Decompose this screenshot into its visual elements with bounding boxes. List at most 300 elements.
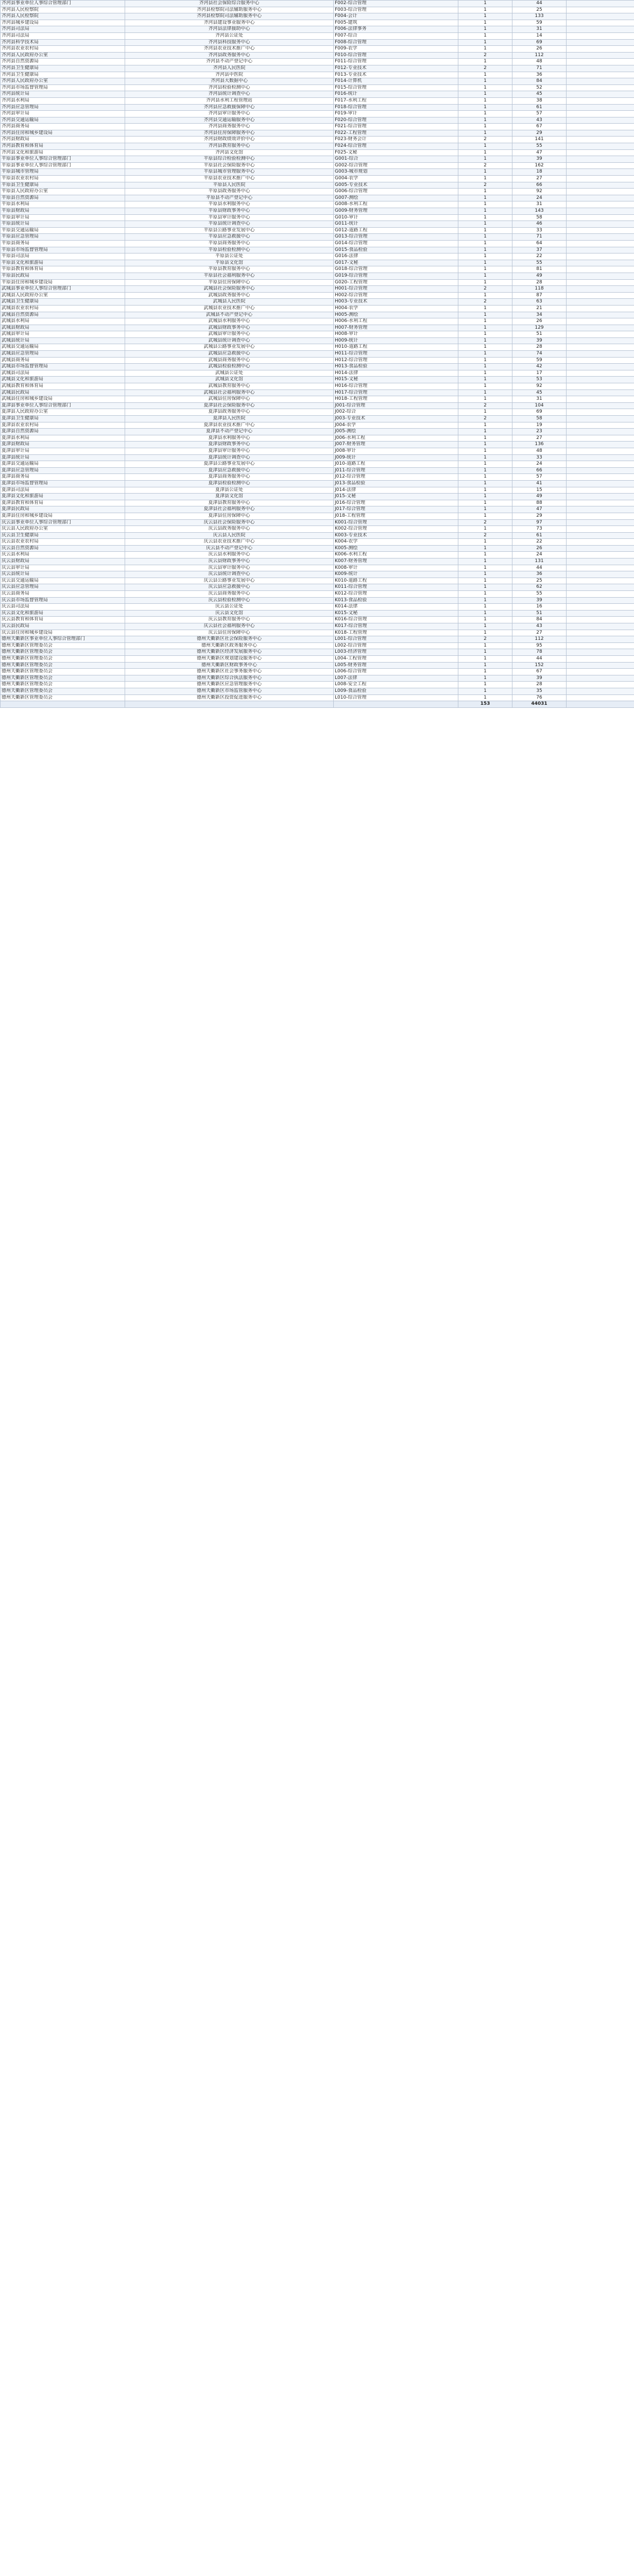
quota-cell: 1 [458,39,512,46]
extra-cell [567,344,634,351]
extra-cell [567,383,634,390]
extra-cell [567,91,634,98]
quota-cell: 1 [458,240,512,247]
unit-cell: 平原县城市管理服务中心 [125,169,334,176]
unit-cell: 平原县社会保险服务中心 [125,162,334,169]
dept-cell: 齐河县交通运输局 [1,117,125,124]
extra-cell [567,513,634,519]
extra-cell [567,189,634,195]
quota-cell: 1 [458,189,512,195]
table-row [1,292,634,299]
extra-cell [567,201,634,208]
table-row [1,312,634,318]
applicants-cell: 58 [512,416,567,422]
quota-cell: 1 [458,143,512,150]
position-cell: J007-财务管理 [334,442,458,448]
applicants-cell: 55 [512,143,567,150]
unit-cell: 齐河县大数据中心 [125,78,334,85]
dept-cell: 武城县人民政府办公室 [1,292,125,299]
extra-cell [567,506,634,513]
table-row [1,682,634,688]
position-cell: F015-综合管理 [334,84,458,91]
position-cell: K006-水利工程 [334,552,458,558]
quota-cell: 1 [458,149,512,156]
table-row [1,221,634,228]
unit-cell: 武城县社会福利服务中心 [125,389,334,396]
extra-cell [567,221,634,228]
position-cell: G018-综合管理 [334,266,458,273]
quota-cell: 1 [458,351,512,358]
unit-cell: 夏津县社会福利服务中心 [125,506,334,513]
position-cell: K011-综合管理 [334,584,458,591]
applicants-cell: 14 [512,32,567,39]
extra-cell [567,46,634,53]
unit-cell: 平原县人民医院 [125,182,334,189]
recruitment-table [0,0,634,708]
position-cell: G003-城市规划 [334,169,458,176]
quota-cell: 1 [458,487,512,494]
applicants-cell: 34 [512,312,567,318]
unit-cell: 平原县检验检测中心 [125,247,334,253]
unit-cell: 武城县应急救援中心 [125,351,334,358]
quota-cell: 1 [458,234,512,241]
extra-cell [567,435,634,442]
table-row [1,435,634,442]
position-cell: K013-食品检验 [334,597,458,604]
table-row [1,617,634,623]
applicants-cell: 49 [512,273,567,279]
unit-cell: 庆云县检验检测中心 [125,597,334,604]
dept-cell: 齐河县事业单位人事综合管理部门 [1,1,125,7]
position-cell: J005-测绘 [334,429,458,435]
quota-cell: 1 [458,389,512,396]
applicants-cell: 141 [512,137,567,143]
quota-cell: 1 [458,292,512,299]
table-row [1,32,634,39]
position-cell: K003-专业技术 [334,532,458,539]
quota-cell: 2 [458,286,512,293]
position-cell: J017-综合管理 [334,506,458,513]
applicants-cell: 45 [512,389,567,396]
extra-cell [567,234,634,241]
position-cell: G019-综合管理 [334,273,458,279]
position-cell: H016-综合管理 [334,383,458,390]
unit-cell: 德州天衢新区规划建设服务中心 [125,655,334,662]
applicants-cell: 26 [512,318,567,325]
applicants-cell: 24 [512,195,567,201]
table-row [1,389,634,396]
table-row [1,97,634,104]
applicants-cell: 27 [512,435,567,442]
applicants-cell: 143 [512,208,567,215]
extra-cell [567,59,634,65]
applicants-cell: 57 [512,111,567,117]
table-row [1,162,634,169]
table-row [1,370,634,377]
unit-cell: 齐河县检察院司法辅助服务中心 [125,7,334,13]
position-cell: L005-财务管理 [334,662,458,669]
dept-cell: 夏津县应急管理局 [1,467,125,474]
total-row [1,701,634,708]
extra-cell [567,519,634,526]
applicants-cell: 84 [512,78,567,85]
extra-cell [567,642,634,649]
table-row [1,260,634,266]
extra-cell [567,124,634,130]
table-row [1,325,634,331]
extra-cell [567,604,634,611]
dept-cell: 夏津县农业农村局 [1,422,125,429]
unit-cell: 齐河县科技服务中心 [125,39,334,46]
position-cell: J016-综合管理 [334,500,458,506]
position-cell: F011-综合管理 [334,59,458,65]
table-row [1,552,634,558]
extra-cell [567,52,634,59]
position-cell: K012-综合管理 [334,591,458,598]
extra-cell [567,597,634,604]
applicants-cell: 76 [512,694,567,701]
applicants-cell: 47 [512,506,567,513]
table-row [1,72,634,78]
extra-cell [567,623,634,630]
dept-cell: 齐河县人民政府办公室 [1,52,125,59]
position-cell: F020-综合管理 [334,117,458,124]
dept-cell: 平原县财政局 [1,208,125,215]
quota-cell: 1 [458,500,512,506]
unit-cell: 庆云县不动产登记中心 [125,545,334,552]
unit-cell: 夏津县住房保障中心 [125,513,334,519]
table-row [1,214,634,221]
position-cell: F007-综合 [334,32,458,39]
quota-cell: 1 [458,221,512,228]
position-cell: F021-综合管理 [334,124,458,130]
applicants-cell: 55 [512,260,567,266]
table-row [1,383,634,390]
unit-cell: 夏津县人民医院 [125,416,334,422]
dept-cell: 夏津县审计局 [1,448,125,454]
applicants-cell: 31 [512,201,567,208]
applicants-cell: 59 [512,20,567,26]
extra-cell [567,104,634,111]
extra-cell [567,429,634,435]
applicants-cell: 136 [512,442,567,448]
table-row [1,669,634,675]
quota-cell: 1 [458,7,512,13]
dept-cell: 德州天衢新区事业单位人事综合管理部门 [1,636,125,643]
dept-cell: 武城县民政局 [1,389,125,396]
extra-cell [567,117,634,124]
table-row [1,351,634,358]
applicants-cell: 44 [512,655,567,662]
quota-cell: 1 [458,26,512,33]
dept-cell: 平原县卫生健康局 [1,182,125,189]
extra-cell [567,149,634,156]
dept-cell: 庆云县司法局 [1,604,125,611]
applicants-cell: 87 [512,292,567,299]
table-row [1,377,634,383]
unit-cell: 齐河县中医院 [125,72,334,78]
quota-cell: 1 [458,565,512,571]
quota-cell: 1 [458,325,512,331]
unit-cell: 德州天衢新区市场监管服务中心 [125,688,334,694]
table-row [1,409,634,416]
dept-cell: 平原县自然资源局 [1,195,125,201]
dept-cell: 庆云县事业单位人事综合管理部门 [1,519,125,526]
extra-cell [567,137,634,143]
position-cell: G009-财务管理 [334,208,458,215]
position-cell: H006-水利工程 [334,318,458,325]
unit-cell: 平原县社会福利服务中心 [125,273,334,279]
table-row [1,584,634,591]
position-cell: K015-文秘 [334,610,458,617]
unit-cell: 武城县检验检测中心 [125,364,334,370]
position-cell: F010-综合管理 [334,52,458,59]
dept-cell: 德州天衢新区管理委员会 [1,682,125,688]
dept-cell: 平原县文化和旅游局 [1,260,125,266]
table-row [1,176,634,182]
quota-cell: 1 [458,111,512,117]
position-cell: G006-综合管理 [334,189,458,195]
table-row [1,169,634,176]
dept-cell: 齐河县人民政府办公室 [1,78,125,85]
position-cell: L002-综合管理 [334,642,458,649]
table-row [1,526,634,533]
applicants-cell: 45 [512,91,567,98]
dept-cell: 平原县人民政府办公室 [1,189,125,195]
position-cell: F003-综合管理 [334,7,458,13]
extra-cell [567,337,634,344]
unit-cell: 平原县商务服务中心 [125,240,334,247]
table-row [1,513,634,519]
quota-cell: 1 [458,305,512,312]
quota-cell: 1 [458,130,512,137]
unit-cell: 夏津县公路事业发展中心 [125,461,334,468]
unit-cell: 夏津县社会保险服务中心 [125,402,334,409]
position-cell: J012-综合管理 [334,474,458,481]
applicants-cell: 112 [512,636,567,643]
position-cell: F006-法律事务 [334,26,458,33]
position-cell: J009-统计 [334,454,458,461]
table-row [1,578,634,584]
table-row [1,467,634,474]
position-cell: H011-综合管理 [334,351,458,358]
table-row [1,39,634,46]
unit-cell: 德州天衢新区社会保险服务中心 [125,636,334,643]
quota-cell: 1 [458,396,512,403]
dept-cell: 庆云县统计局 [1,571,125,578]
applicants-cell: 31 [512,396,567,403]
quota-cell: 1 [458,84,512,91]
extra-cell [567,591,634,598]
dept-cell: 武城县交通运输局 [1,344,125,351]
unit-cell: 夏津县不动产登记中心 [125,429,334,435]
extra-cell [567,39,634,46]
table-row [1,59,634,65]
applicants-cell: 27 [512,176,567,182]
table-row [1,604,634,611]
quota-cell: 1 [458,454,512,461]
applicants-cell: 15 [512,487,567,494]
unit-cell: 平原县财政事务中心 [125,208,334,215]
applicants-cell: 33 [512,454,567,461]
table-row [1,20,634,26]
extra-cell [567,156,634,163]
applicants-cell: 28 [512,344,567,351]
quota-cell: 1 [458,266,512,273]
quota-cell: 1 [458,655,512,662]
dept-cell: 平原县农业农村局 [1,176,125,182]
applicants-cell: 21 [512,305,567,312]
quota-cell: 1 [458,584,512,591]
unit-cell: 夏津县统计调查中心 [125,454,334,461]
extra-cell [567,13,634,20]
extra-cell [567,377,634,383]
dept-cell: 齐河县卫生健康局 [1,65,125,72]
table-row [1,84,634,91]
position-cell: L008-安全工程 [334,682,458,688]
table-row [1,331,634,338]
unit-cell: 夏津县检验检测中心 [125,480,334,487]
dept-cell: 夏津县人民政府办公室 [1,409,125,416]
position-cell: F023-财务会计 [334,137,458,143]
applicants-cell: 92 [512,189,567,195]
position-cell: K008-审计 [334,565,458,571]
applicants-cell: 23 [512,429,567,435]
position-cell: L007-法律 [334,675,458,682]
position-cell: J004-农学 [334,422,458,429]
table-row [1,591,634,598]
dept-cell: 夏津县司法局 [1,487,125,494]
dept-cell: 齐河县人民检察院 [1,7,125,13]
applicants-cell: 62 [512,584,567,591]
extra-cell [567,97,634,104]
position-cell: F005-建筑 [334,20,458,26]
position-cell: G005-专业技术 [334,182,458,189]
quota-cell: 1 [458,279,512,286]
table-row [1,558,634,565]
position-cell: H004-农学 [334,305,458,312]
applicants-cell: 27 [512,630,567,636]
table-row [1,461,634,468]
table-row [1,234,634,241]
position-cell: K007-财务管理 [334,558,458,565]
dept-cell: 武城县财政局 [1,325,125,331]
table-row [1,201,634,208]
applicants-cell: 84 [512,617,567,623]
position-cell: H008-审计 [334,331,458,338]
quota-cell: 1 [458,357,512,364]
applicants-cell: 46 [512,221,567,228]
table-row [1,253,634,260]
extra-cell [567,571,634,578]
table-row [1,52,634,59]
position-cell: G015-食品检验 [334,247,458,253]
table-row [1,532,634,539]
applicants-cell: 48 [512,448,567,454]
unit-cell: 平原县应急救援中心 [125,234,334,241]
unit-cell: 德州天衢新区应急管理服务中心 [125,682,334,688]
position-cell: G008-水利工程 [334,201,458,208]
unit-cell: 齐河县教育服务中心 [125,143,334,150]
table-row [1,474,634,481]
total-blank-4 [567,701,634,708]
position-cell: J015-文秘 [334,494,458,500]
applicants-cell: 69 [512,39,567,46]
dept-cell: 庆云县人民政府办公室 [1,526,125,533]
position-cell: G001-综合 [334,156,458,163]
applicants-cell: 58 [512,214,567,221]
dept-cell: 武城县文化和旅游局 [1,377,125,383]
applicants-cell: 51 [512,331,567,338]
dept-cell: 庆云县审计局 [1,565,125,571]
table-row [1,117,634,124]
position-cell: H014-法律 [334,370,458,377]
extra-cell [567,325,634,331]
dept-cell: 武城县商务局 [1,357,125,364]
quota-cell: 1 [458,104,512,111]
position-cell: F016-统计 [334,91,458,98]
extra-cell [567,195,634,201]
quota-cell: 1 [458,630,512,636]
quota-cell: 2 [458,636,512,643]
position-cell: G007-测绘 [334,195,458,201]
quota-cell: 1 [458,208,512,215]
unit-cell: 平原县住房保障中心 [125,279,334,286]
position-cell: H007-财务管理 [334,325,458,331]
dept-cell: 平原县民政局 [1,273,125,279]
quota-cell: 1 [458,72,512,78]
extra-cell [567,532,634,539]
quota-cell: 1 [458,474,512,481]
dept-cell: 德州天衢新区管理委员会 [1,675,125,682]
applicants-cell: 71 [512,234,567,241]
unit-cell: 武城县人民医院 [125,299,334,306]
dept-cell: 夏津县事业单位人事综合管理部门 [1,402,125,409]
applicants-cell: 44 [512,1,567,7]
total-blank-1 [1,701,125,708]
unit-cell: 平原县水利服务中心 [125,201,334,208]
extra-cell [567,389,634,396]
unit-cell: 夏津县水利服务中心 [125,435,334,442]
quota-cell: 1 [458,91,512,98]
dept-cell: 齐河县统计局 [1,91,125,98]
dept-cell: 齐河县司法局 [1,26,125,33]
applicants-cell: 133 [512,13,567,20]
extra-cell [567,7,634,13]
quota-cell: 1 [458,591,512,598]
extra-cell [567,694,634,701]
extra-cell [567,669,634,675]
table-row [1,13,634,20]
quota-cell: 2 [458,402,512,409]
position-cell: H002-综合管理 [334,292,458,299]
position-cell: J001-综合管理 [334,402,458,409]
unit-cell: 武城县文化馆 [125,377,334,383]
table-row [1,111,634,117]
table-row [1,46,634,53]
extra-cell [567,396,634,403]
quota-cell: 1 [458,156,512,163]
dept-cell: 武城县农业农村局 [1,305,125,312]
applicants-cell: 129 [512,325,567,331]
extra-cell [567,143,634,150]
extra-cell [567,539,634,546]
quota-cell: 1 [458,370,512,377]
dept-cell: 平原县司法局 [1,253,125,260]
position-cell: F008-综合管理 [334,39,458,46]
unit-cell: 德州天衢新区财政事务中心 [125,662,334,669]
dept-cell: 夏津县交通运输局 [1,461,125,468]
